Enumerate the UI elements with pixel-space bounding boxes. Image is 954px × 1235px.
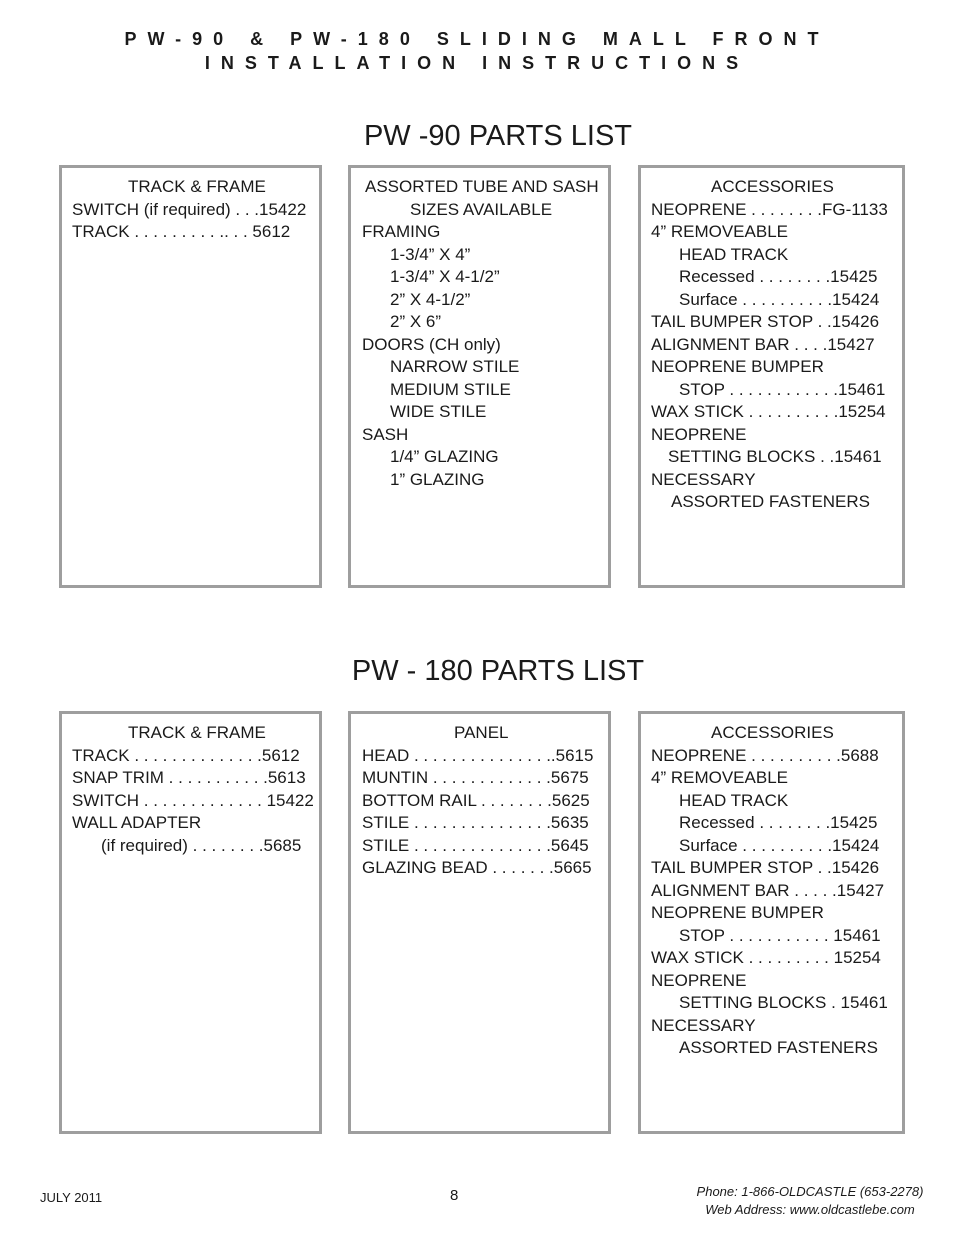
part-list-line: Recessed . . . . . . . .15425 xyxy=(679,813,878,832)
part-list-line: 4” REMOVEABLE xyxy=(651,222,788,241)
part-list-line: STILE . . . . . . . . . . . . . . .5635 xyxy=(362,813,589,832)
part-list-line: GLAZING BEAD . . . . . . .5665 xyxy=(362,858,592,877)
part-list-line: WIDE STILE xyxy=(390,402,487,421)
part-list-line: NECESSARY xyxy=(651,1015,756,1035)
document-title: PW-90 & PW-180 SLIDING MALL FRONT xyxy=(124,29,830,49)
pw90-tube-sash-box xyxy=(348,165,611,588)
part-list-line: SWITCH . . . . . . . . . . . . . 15422 xyxy=(72,790,314,810)
part-list-line: Surface . . . . . . . . . .15424 xyxy=(679,289,880,309)
part-list-line: SASH xyxy=(362,424,409,444)
part-list-line: TAIL BUMPER STOP . .15426 xyxy=(651,858,880,877)
part-list-line: ALIGNMENT BAR . . . . .15427 xyxy=(651,880,885,900)
footer-web: Web Address: www.oldcastlebe.com xyxy=(705,1202,915,1217)
part-list-line: ASSORTED TUBE AND SASH xyxy=(365,177,599,196)
footer-date: JULY 2011 xyxy=(40,1190,103,1205)
part-list-line: 1-3/4” X 4-1/2” xyxy=(390,267,500,286)
part-list-line: ASSORTED FASTENERS xyxy=(679,1038,879,1057)
part-list-line: 2” X 6” xyxy=(390,312,442,331)
part-list-line: HEAD TRACK xyxy=(679,244,789,264)
part-list-line: 1” GLAZING xyxy=(390,469,485,489)
part-list-line: NEOPRENE xyxy=(651,970,747,990)
part-list-line: (if required) . . . . . . . .5685 xyxy=(101,835,302,855)
part-list-line: NEOPRENE BUMPER xyxy=(651,357,824,376)
part-list-line: Surface . . . . . . . . . .15424 xyxy=(679,835,880,855)
part-list-line: TRACK . . . . . . . . . .. . . 5612 xyxy=(72,222,291,241)
pw90-parts-list-title: PW -90 PARTS LIST xyxy=(363,120,633,152)
footer-phone: Phone: 1-866-OLDCASTLE (653-2278) xyxy=(696,1184,924,1199)
part-list-line: SETTING BLOCKS . 15461 xyxy=(679,993,888,1012)
part-list-line: Recessed . . . . . . . .15425 xyxy=(679,267,878,286)
part-list-line: TAIL BUMPER STOP . .15426 xyxy=(651,312,880,331)
part-list-line: 4” REMOVEABLE xyxy=(651,768,788,787)
part-list-line: MEDIUM STILE xyxy=(390,379,511,399)
part-list-line: ALIGNMENT BAR . . . .15427 xyxy=(651,334,875,354)
page-number: 8 xyxy=(450,1187,459,1204)
part-list-line: SNAP TRIM . . . . . . . . . . .5613 xyxy=(72,768,306,787)
part-list-line: SWITCH (if required) . . .15422 xyxy=(72,199,307,219)
part-list-line: NEOPRENE . . . . . . . .FG-1133 xyxy=(651,199,888,219)
pw90-accessories-box xyxy=(638,165,905,588)
part-list-line: ACCESSORIES xyxy=(711,177,834,196)
part-list-line: 1/4” GLAZING xyxy=(390,447,499,466)
part-list-line: SIZES AVAILABLE xyxy=(410,199,553,219)
part-list-line: HEAD TRACK xyxy=(679,790,789,810)
part-list-line: 1-3/4” X 4” xyxy=(390,244,471,264)
part-list-line: HEAD . . . . . . . . . . . . . . ..5615 xyxy=(362,745,594,765)
document-subtitle: INSTALLATION INSTRUCTIONS xyxy=(204,53,750,73)
part-list-line: NECESSARY xyxy=(651,469,756,489)
part-list-line: WAX STICK . . . . . . . . . .15254 xyxy=(651,402,886,421)
part-list-line: FRAMING xyxy=(362,222,441,241)
part-list-line: ASSORTED FASTENERS xyxy=(671,492,871,511)
part-list-line: STOP . . . . . . . . . . . .15461 xyxy=(679,379,886,399)
part-list-line: TRACK & FRAME xyxy=(128,177,266,196)
pw180-track-frame-box xyxy=(59,711,322,1134)
part-list-line: BOTTOM RAIL . . . . . . . .5625 xyxy=(362,790,590,810)
pw180-panel-box xyxy=(348,711,611,1134)
part-list-line: SETTING BLOCKS . .15461 xyxy=(668,447,882,466)
part-list-line: TRACK . . . . . . . . . . . . . .5612 xyxy=(72,745,300,765)
part-list-line: WALL ADAPTER xyxy=(72,813,202,832)
part-list-line: 2” X 4-1/2” xyxy=(390,289,471,309)
footer-contact xyxy=(650,1183,954,1219)
part-list-line: TRACK & FRAME xyxy=(128,723,266,742)
part-list-line: ACCESSORIES xyxy=(711,723,834,742)
part-list-line: MUNTIN . . . . . . . . . . . . .5675 xyxy=(362,768,589,787)
part-list-line: WAX STICK . . . . . . . . . 15254 xyxy=(651,948,881,967)
part-list-line: NEOPRENE . . . . . . . . . .5688 xyxy=(651,745,879,765)
pw90-track-frame-box xyxy=(59,165,322,588)
part-list-line: STILE . . . . . . . . . . . . . . .5645 xyxy=(362,835,589,855)
part-list-line: NEOPRENE xyxy=(651,424,747,444)
pw180-accessories-box xyxy=(638,711,905,1134)
part-list-line: STOP . . . . . . . . . . . 15461 xyxy=(679,925,881,945)
part-list-line: PANEL xyxy=(454,723,509,742)
part-list-line: NARROW STILE xyxy=(390,357,520,376)
part-list-line: DOORS (CH only) xyxy=(362,334,501,354)
part-list-line: NEOPRENE BUMPER xyxy=(651,903,824,922)
pw180-parts-list-title: PW - 180 PARTS LIST xyxy=(351,655,645,687)
